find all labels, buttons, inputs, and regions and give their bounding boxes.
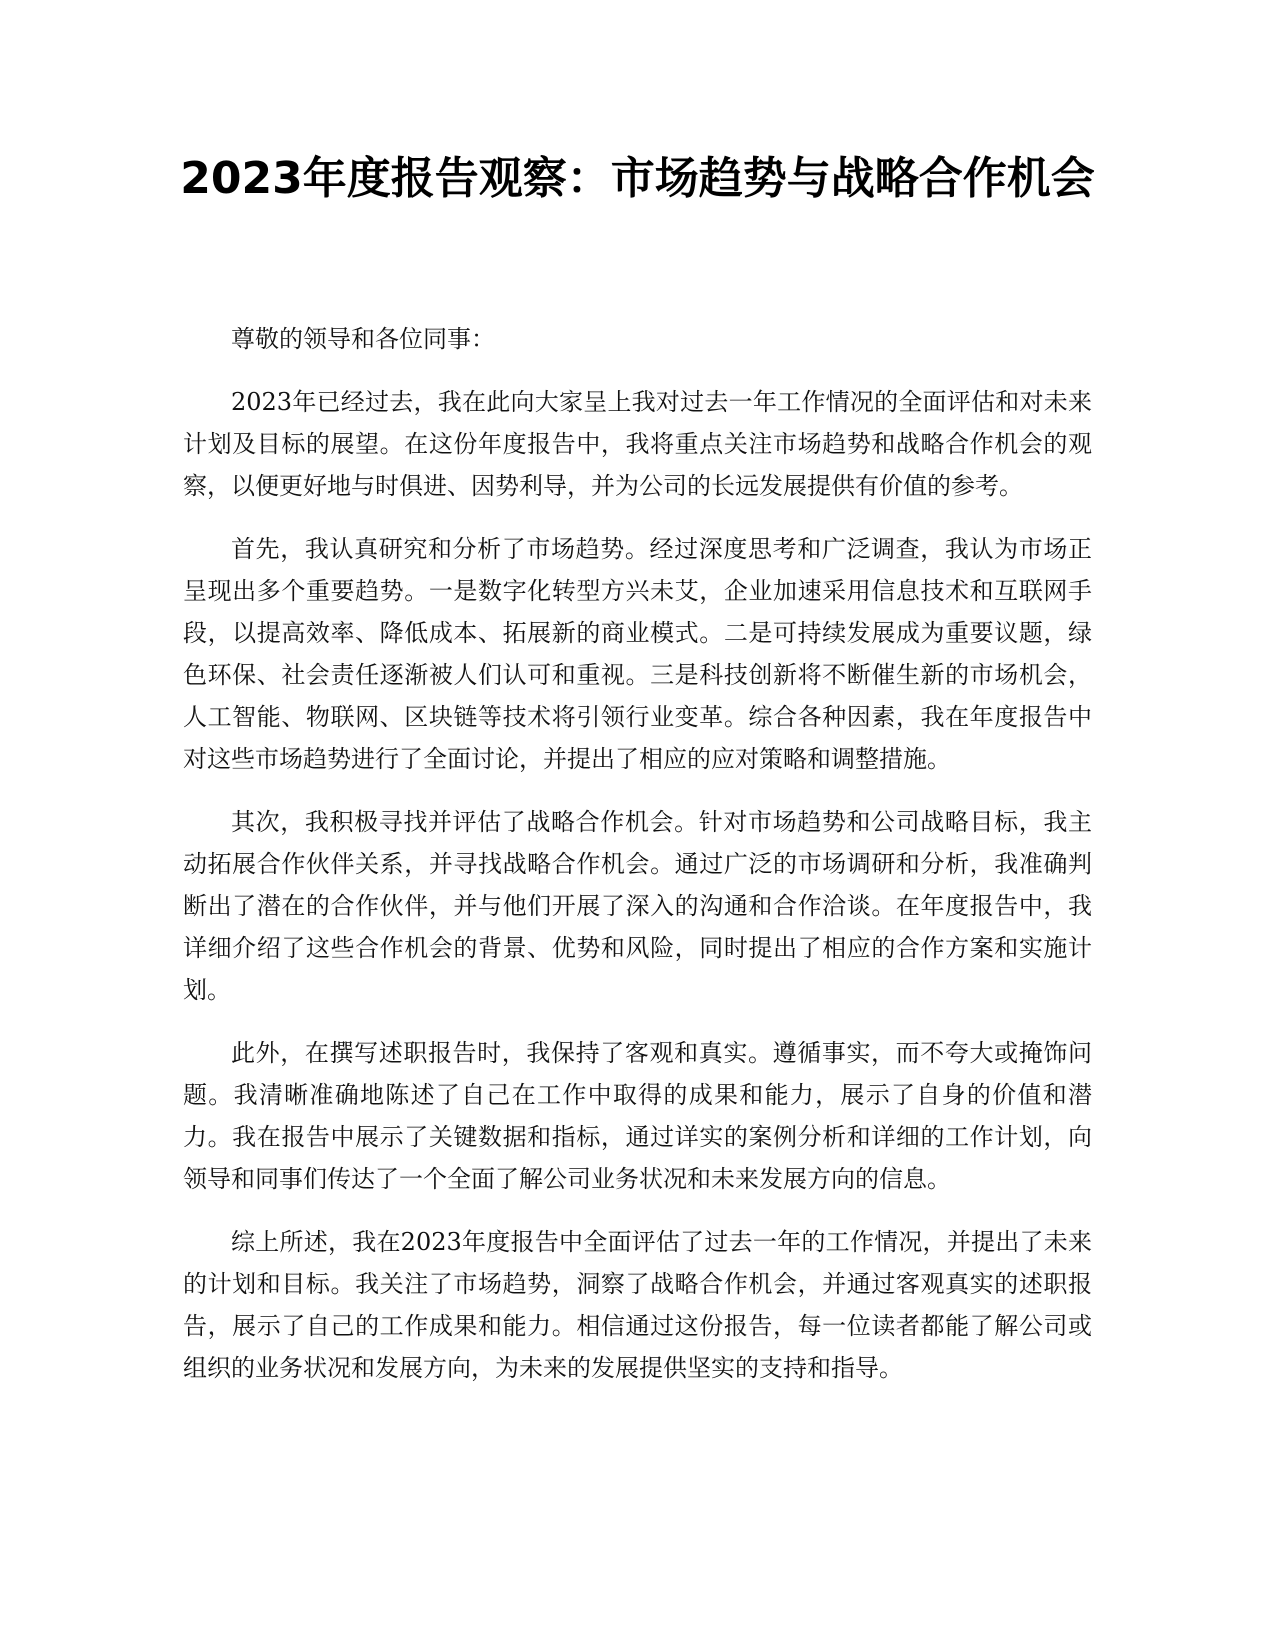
partnership-paragraph: 其次，我积极寻找并评估了战略合作机会。针对市场趋势和公司战略目标，我主动拓展合作伙伴关系，并寻找战略合作机会。通过广泛的市场调研和分析，我准确判断出了潜在的合作伙伴，并与他们开展了深入的沟通和合作洽谈。在年度报告中，我详细介绍了这些合作机会的背景、优势和风险，同时提出了相应的合作方案和实施计划。	[183, 808, 1092, 1004]
document-title: 2023年度报告观察：市场趋势与战略合作机会	[180, 153, 1095, 204]
conclusion-paragraph: 综上所述，我在2023年度报告中全面评估了过去一年的工作情况，并提出了未来的计划和目标。我关注了市场趋势，洞察了战略合作机会，并通过客观真实的述职报告，展示了自己的工作成果和能力。相信通过这份报告，每一位读者都能了解公司或组织的业务状况和发展方向，为未来的发展提供坚实的支持和指导。	[183, 1228, 1092, 1382]
intro-paragraph: 2023年已经过去，我在此向大家呈上我对过去一年工作情况的全面评估和对未来计划及目标的展望。在这份年度报告中，我将重点关注市场趋势和战略合作机会的观察，以便更好地与时俱进、因势利导，并为公司的长远发展提供有价值的参考。	[183, 388, 1092, 500]
market-trends-paragraph: 首先，我认真研究和分析了市场趋势。经过深度思考和广泛调查，我认为市场正呈现出多个重要趋势。一是数字化转型方兴未艾，企业加速采用信息技术和互联网手段，以提高效率、降低成本、拓展新的商业模式。二是可持续发展成为重要议题，绿色环保、社会责任逐渐被人们认可和重视。三是科技创新将不断催生新的市场机会，人工智能、物联网、区块链等技术将引领行业变革。综合各种因素，我在年度报告中对这些市场趋势进行了全面讨论，并提出了相应的应对策略和调整措施。	[183, 535, 1092, 773]
salutation-paragraph: 尊敬的领导和各位同事：	[231, 325, 495, 353]
objectivity-paragraph: 此外，在撰写述职报告时，我保持了客观和真实。遵循事实，而不夸大或掩饰问题。我清晰准确地陈述了自己在工作中取得的成果和能力，展示了自身的价值和潜力。我在报告中展示了关键数据和指标，通过详实的案例分析和详细的工作计划，向领导和同事们传达了一个全面了解公司业务状况和未来发展方向的信息。	[183, 1039, 1092, 1193]
document-body	[183, 318, 1092, 1410]
